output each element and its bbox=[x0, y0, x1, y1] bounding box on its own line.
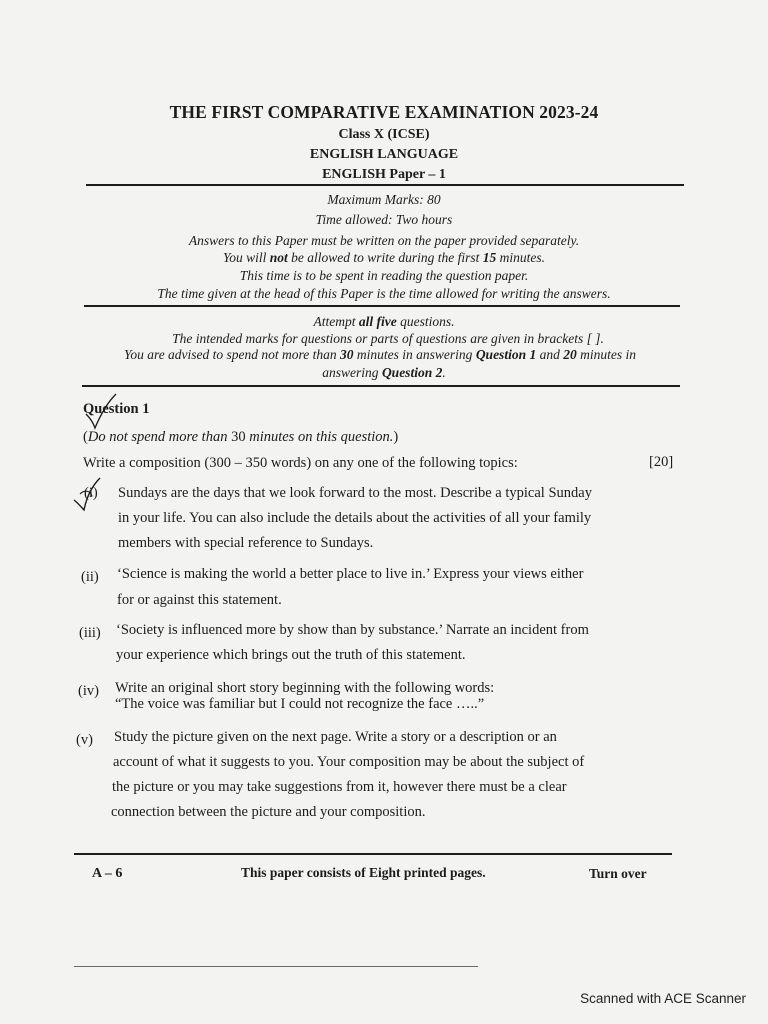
page-count-note: This paper consists of Eight printed pages. bbox=[241, 865, 486, 880]
divider bbox=[86, 184, 684, 186]
text-run: Do not spend more than bbox=[87, 429, 232, 445]
question-note bbox=[83, 429, 398, 446]
option-text: members with special reference to Sundays. bbox=[118, 535, 374, 551]
class-label: Class X (ICSE) bbox=[338, 127, 430, 142]
option-text: the picture or you may take suggestions from it, however there must be a clear bbox=[112, 779, 567, 795]
option-text: Sundays are the days that we look forward to the most. Describe a typical Sunday bbox=[118, 485, 592, 501]
exam-title: THE FIRST COMPARATIVE EXAMINATION 2023-24 bbox=[169, 102, 599, 122]
text-run: all five bbox=[358, 314, 397, 329]
text-run: minutes in bbox=[576, 347, 636, 362]
text-run: answering bbox=[322, 365, 382, 380]
option-number: (ii) bbox=[81, 569, 99, 585]
option-text: for or against this statement. bbox=[117, 592, 282, 608]
option-text: account of what it suggests to you. Your composition may be about the subject of bbox=[113, 754, 585, 770]
text-run: 20 bbox=[563, 347, 577, 362]
text-run: 30 bbox=[231, 429, 246, 445]
turn-over-label: Turn over bbox=[589, 866, 647, 881]
paper-label: ENGLISH Paper – 1 bbox=[322, 167, 446, 182]
time-allowed: Time allowed: Two hours bbox=[315, 212, 453, 227]
option-text: your experience which brings out the truth of this statement. bbox=[116, 647, 466, 663]
question-instruction: Write a composition (300 – 350 words) on any one of the following topics: bbox=[83, 455, 518, 471]
attempt-line bbox=[0, 347, 760, 363]
text-run: Attempt bbox=[313, 314, 359, 329]
text-run: and bbox=[536, 347, 564, 362]
handwritten-tick-icon bbox=[70, 474, 110, 512]
subject-label: ENGLISH LANGUAGE bbox=[309, 147, 459, 162]
scanner-watermark: Scanned with ACE Scanner bbox=[580, 991, 746, 1006]
instruction-line: Answers to this Paper must be written on the paper provided separately. bbox=[188, 233, 580, 248]
marks-badge: [20] bbox=[649, 454, 674, 470]
max-marks: Maximum Marks: 80 bbox=[327, 192, 441, 207]
option-number: (iii) bbox=[79, 625, 101, 641]
question-heading: Question 1 bbox=[83, 401, 150, 417]
text-run: Question 2 bbox=[381, 365, 443, 380]
instruction-line bbox=[0, 250, 768, 266]
text-run: minutes on this question. bbox=[245, 429, 394, 445]
text-run: You are advised to spend not more than bbox=[124, 347, 341, 362]
divider bbox=[84, 305, 680, 307]
attempt-line: The intended marks for questions or parts of questions are given in brackets [ ]. bbox=[172, 331, 604, 346]
text-run: minutes in answering bbox=[353, 347, 476, 362]
check-mark-icon bbox=[84, 392, 118, 432]
text-run: questions. bbox=[396, 314, 455, 329]
instruction-line: This time is to be spent in reading the question paper. bbox=[239, 268, 529, 283]
option-text: connection between the picture and your composition. bbox=[111, 804, 426, 820]
instruction-line: The time given at the head of this Paper is the time allowed for writing the answers. bbox=[157, 286, 611, 301]
paper-code: A – 6 bbox=[92, 866, 123, 881]
text-run: You will bbox=[222, 250, 270, 265]
option-text: Write an original short story beginning with the following words: bbox=[115, 680, 495, 696]
text-run: ) bbox=[393, 429, 399, 445]
attempt-line bbox=[0, 365, 768, 381]
text-run: not bbox=[269, 250, 288, 265]
option-text: ‘Society is influenced more by show than by substance.’ Narrate an incident from bbox=[116, 622, 589, 638]
option-text: Study the picture given on the next page. Write a story or a description or an bbox=[114, 729, 557, 745]
option-number: (i) bbox=[84, 485, 98, 501]
attempt-line bbox=[0, 314, 768, 330]
option-text: ‘Science is making the world a better place to live in.’ Express your views either bbox=[117, 566, 584, 582]
divider bbox=[82, 385, 680, 387]
text-run: 15 bbox=[482, 250, 497, 265]
option-number: (v) bbox=[76, 732, 93, 748]
text-run: 30 bbox=[340, 347, 354, 362]
option-text: “The voice was familiar but I could not recognize the face …..” bbox=[115, 696, 485, 712]
text-run: be allowed to write during the first bbox=[287, 250, 483, 265]
text-run: Question 1 bbox=[475, 347, 537, 362]
text-run: . bbox=[442, 365, 446, 380]
divider bbox=[74, 853, 672, 855]
text-run: ( bbox=[83, 429, 88, 445]
text-run: minutes. bbox=[496, 250, 546, 265]
option-text: in your life. You can also include the details about the activities of all your family bbox=[118, 510, 592, 526]
option-number: (iv) bbox=[78, 683, 99, 699]
page-edge-line bbox=[74, 966, 478, 967]
